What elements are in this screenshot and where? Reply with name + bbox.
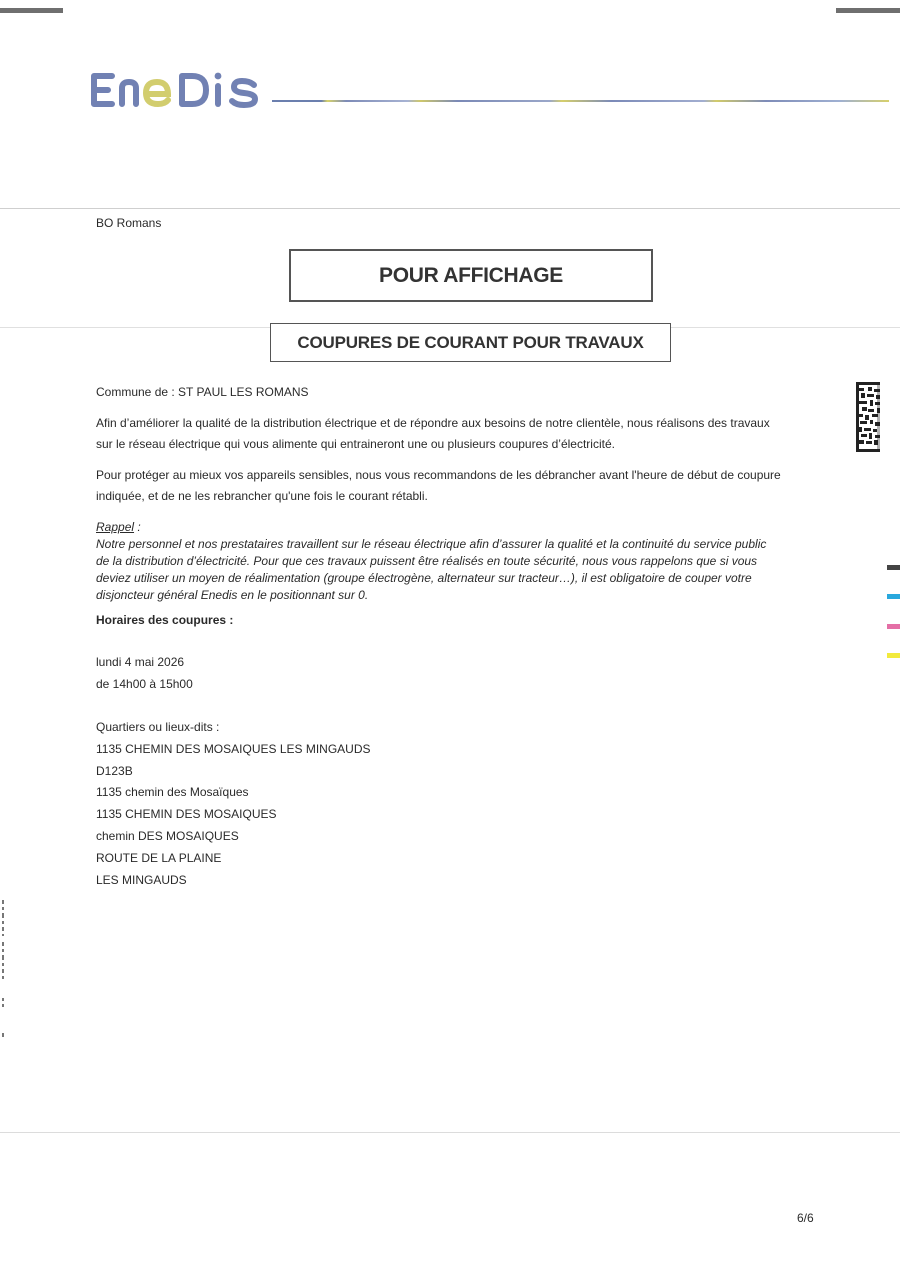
scan-mark-top-left xyxy=(0,8,63,13)
list-item: chemin DES MOSAIQUES xyxy=(96,828,239,843)
list-item: ROUTE DE LA PLAINE xyxy=(96,850,222,865)
scan-mark-cyan xyxy=(887,594,900,599)
protect-line-1: Pour protéger au mieux vos appareils sensibles, nous vous recommandons de les débrancher avant l'heure de début de coupure xyxy=(96,468,781,482)
rappel-line-1: Notre personnel et nos prestataires travaillent sur le réseau électrique afin d’assurer la qualité et la continuité du service public xyxy=(96,537,767,551)
locations-block xyxy=(96,717,371,891)
outage-time: de 14h00 à 15h00 xyxy=(96,677,193,691)
list-item: 1135 CHEMIN DES MOSAIQUES LES MINGAUDS xyxy=(96,741,371,756)
header-decorative-line xyxy=(272,100,889,102)
rappel-line-4: disjoncteur général Enedis en le positionnant sur 0. xyxy=(96,588,369,602)
rappel-block xyxy=(96,519,816,604)
scan-mark-black xyxy=(887,565,900,570)
quartiers-title: Quartiers ou lieux-dits : xyxy=(96,720,220,734)
divider xyxy=(0,1132,900,1133)
logo-text: ENEDIS xyxy=(88,62,92,63)
rappel-line-2: de la distribution d’électricité. Pour que ces travaux puissent être réalisés en toute sécurité, nous vous rappelons que si vous xyxy=(96,554,758,568)
protect-line-2: indiquée, et de ne les rebrancher qu'une fois le courant rétabli. xyxy=(96,489,428,503)
list-item: 1135 CHEMIN DES MOSAIQUES xyxy=(96,807,277,822)
rappel-title: Rappel xyxy=(96,520,135,534)
intro-paragraph xyxy=(96,413,826,455)
list-item: D123B xyxy=(96,763,133,778)
page-number: 6/6 xyxy=(797,1211,814,1225)
scan-mark-yellow xyxy=(887,653,900,658)
side-scan-marks xyxy=(0,900,10,1040)
enedis-logo xyxy=(88,62,263,112)
main-title: POUR AFFICHAGE xyxy=(378,263,564,287)
scan-mark-magenta xyxy=(887,624,900,629)
scan-mark-top-right xyxy=(836,8,900,13)
office-name: BO Romans xyxy=(96,216,162,230)
intro-line-2: sur le réseau électrique qui vous alimente qui entraineront une ou plusieurs coupures d’électricité. xyxy=(96,437,615,451)
list-item: LES MINGAUDS xyxy=(96,872,187,887)
intro-line-1: Afin d’améliorer la qualité de la distribution électrique et de répondre aux besoins de notre clientèle, nous réalisons des travaux xyxy=(96,416,770,430)
commune-line: Commune de : ST PAUL LES ROMANS xyxy=(96,385,309,399)
rappel-line-3: deviez utiliser un moyen de réalimentation (groupe électrogène, alternateur sur tracteur…), il est obligatoire de couper votre xyxy=(96,571,752,585)
outage-date: lundi 4 mai 2026 xyxy=(96,655,185,669)
rappel-colon: : xyxy=(134,520,141,534)
main-title-box xyxy=(289,249,653,302)
qr-code-icon xyxy=(856,382,880,452)
subtitle-box xyxy=(270,323,671,362)
divider xyxy=(0,208,900,209)
horaires-title: Horaires des coupures : xyxy=(96,613,234,627)
protect-paragraph xyxy=(96,465,826,507)
list-item: 1135 chemin des Mosaïques xyxy=(96,785,249,800)
subtitle: COUPURES DE COURANT POUR TRAVAUX xyxy=(297,332,644,352)
